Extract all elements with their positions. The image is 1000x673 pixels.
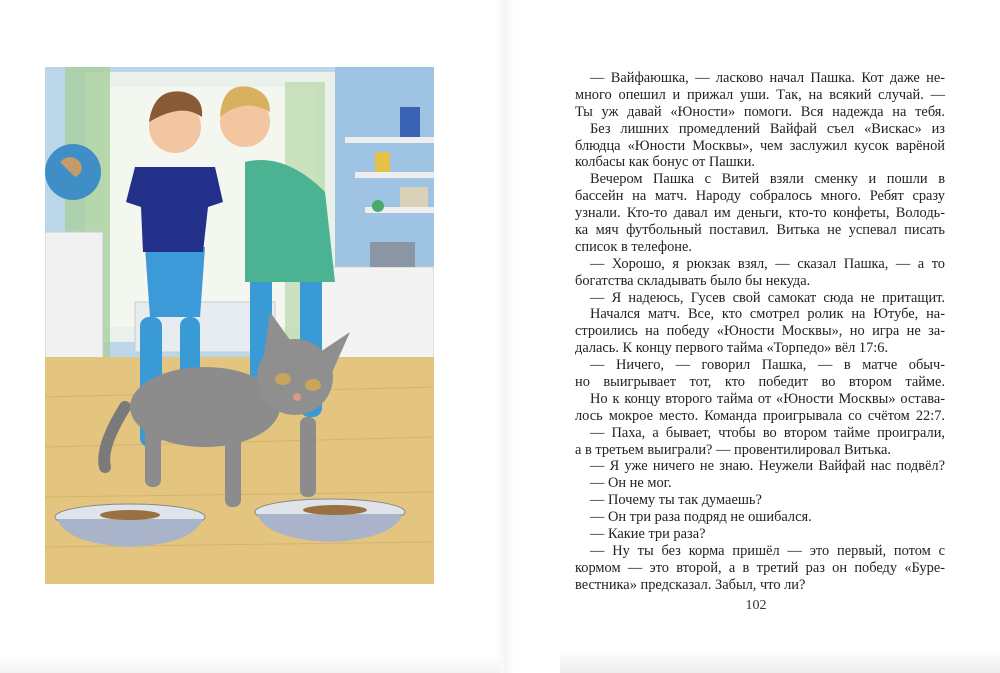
text-line: — Почему ты так думаешь? xyxy=(590,492,762,509)
text-line: блюдца «Юности Москвы», чем заслужил кусок варёной xyxy=(575,137,945,154)
text-line: Без лишних промедлений Вайфай съел «Вискас» из xyxy=(590,120,945,137)
text-line: лось мокрое место. Команда проигрывала со счётом 22:7. xyxy=(575,407,945,424)
text-line: но выигрывает тот, кто победит во втором тайме. xyxy=(575,374,945,391)
text-line: Но к концу второго тайма от «Юности Москвы» остава- xyxy=(590,390,945,407)
text-line: — Какие три раза? xyxy=(590,526,706,543)
laptop xyxy=(370,242,415,267)
text-line: строились на победу «Юности Москвы», но игра не за- xyxy=(575,323,945,340)
book-gutter xyxy=(495,0,515,673)
page-edge-shadow-left xyxy=(0,655,500,673)
text-line: — Он не мог. xyxy=(590,475,672,492)
text-line: — Я надеюсь, Гусев свой самокат сюда не притащит. xyxy=(590,289,945,306)
text-line: Ты уж давай «Юности» помоги. Вся надежда на тебя. xyxy=(575,103,945,120)
text-line: Вечером Пашка с Витей взяли сменку и пошли в xyxy=(590,171,945,188)
text-line: — Паха, а бывает, чтобы во втором тайме проиграли, xyxy=(590,424,945,441)
text-line: вестника» предсказал. Забыл, что ли? xyxy=(575,576,806,593)
text-line: — Ну ты без корма пришёл — это первый, потом с xyxy=(590,542,945,559)
text-line: Начался матч. Все, кто смотрел ролик на Ютубе, на- xyxy=(590,306,945,323)
text-line: много опешил и прижал уши. Так, на всякий случай. — xyxy=(575,86,945,103)
page-text xyxy=(575,70,945,594)
text-line: далась. К концу первого тайма «Торпедо» вёл 17:6. xyxy=(575,340,889,357)
text-line: список в телефоне. xyxy=(575,238,692,255)
page-number: 102 xyxy=(745,598,767,613)
text-line: — Ничего, — говорил Пашка, — в матче обыч- xyxy=(590,357,945,374)
text-line: — Вайфаюшка, — ласково начал Пашка. Кот даже не- xyxy=(590,70,945,86)
text-line: узнали. Кто-то давал им деньги, кто-то конфеты, Володь- xyxy=(575,205,945,222)
text-line: — Он три раза подряд не ошибался. xyxy=(590,509,812,526)
text-line: бассейн на матч. Народу собралось много. Ребят сразу xyxy=(575,188,945,205)
text-line: — Я уже ничего не знаю. Неужели Вайфай нас подвёл? xyxy=(590,458,945,475)
text-line: ка мяч футбольный поставил. Витька не успевал писать xyxy=(575,222,945,239)
text-line: кормом — это второй, а в третий раз он победу «Буре- xyxy=(575,559,945,576)
illustration-boys-and-cat xyxy=(45,67,434,584)
text-line: богатства складывать было бы некуда. xyxy=(575,272,811,289)
page-edge-shadow-right xyxy=(560,650,1000,673)
text-line: а в третьем выиграли? — провентилировал Витька. xyxy=(575,441,891,458)
text-line: — Хорошо, я рюкзак взял, — сказал Пашка, — а то xyxy=(590,255,945,272)
text-line: колбасы как бонус от Пашки. xyxy=(575,154,756,171)
